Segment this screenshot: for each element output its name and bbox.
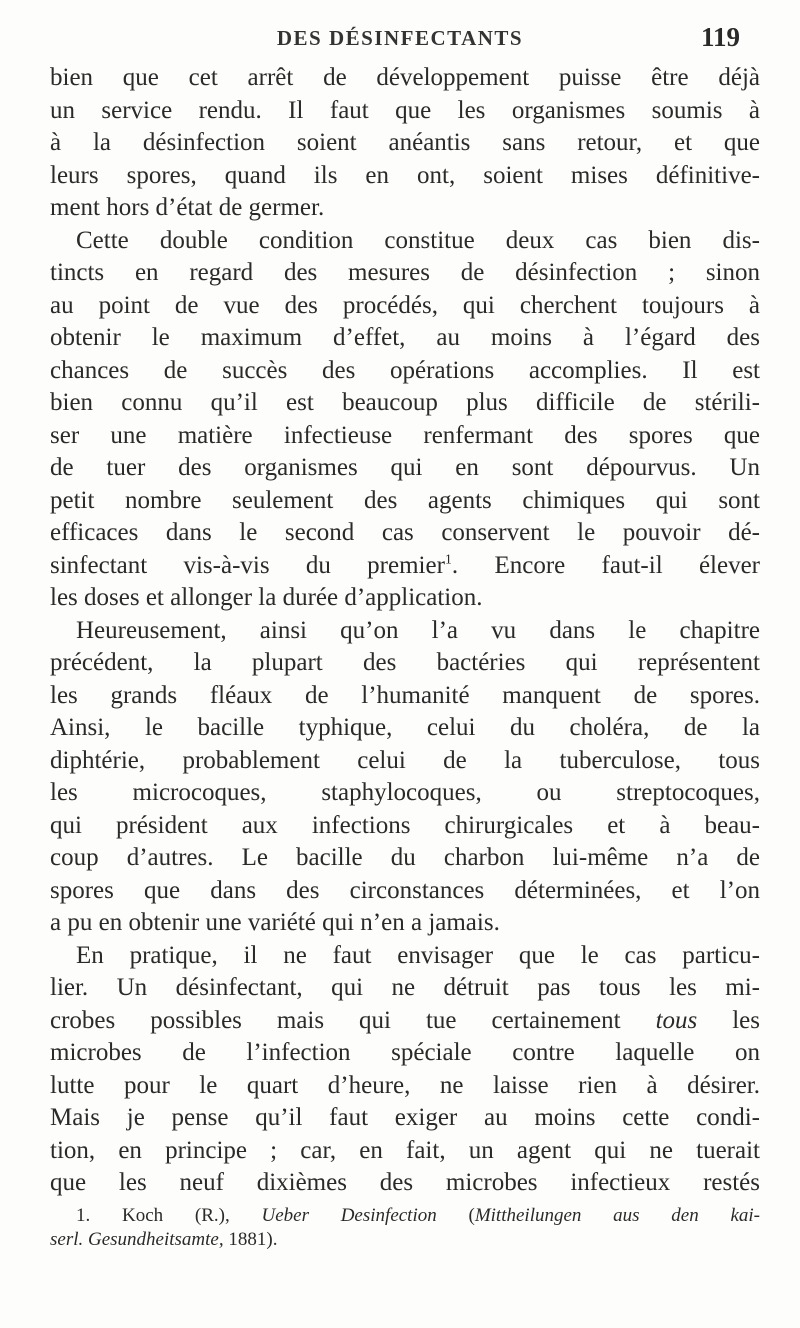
running-title: DES DÉSINFECTANTS xyxy=(276,26,524,50)
text-segment: sinfectant vis-à-vis du premier xyxy=(50,551,445,579)
text-line: diphtérie, probablement celui de la tuberculose, tous xyxy=(50,746,760,774)
text-line: que les neuf dixièmes des microbes infectieux restés xyxy=(50,1169,760,1196)
text-line: ment hors d’état de germer. xyxy=(50,194,325,221)
text-line: Mais je pense qu’il faut exiger au moins cette condi- xyxy=(50,1104,760,1131)
text-segment: . Encore faut-il élever xyxy=(451,551,761,579)
text-line: de tuer des organismes qui en sont dépourvus. Un xyxy=(50,454,760,481)
text-line: spores que dans des circonstances déterminées, et l’on xyxy=(50,876,760,904)
text-line: bien que cet arrêt de développement puisse être déjà xyxy=(50,64,760,91)
footnote xyxy=(50,1204,760,1252)
footnote-title: Ueber Desinfection xyxy=(261,1205,437,1226)
footnote-source: Mittheilungen aus den kai- xyxy=(474,1205,761,1226)
text-line: Heureusement, ainsi qu’on l’a vu dans le chapitre xyxy=(76,616,760,644)
text-line: à la désinfection soient anéantis sans retour, et que xyxy=(50,129,760,156)
text-line: bien connu qu’il est beaucoup plus difficile de stérili- xyxy=(50,389,760,416)
text-line: efficaces dans le second cas conservent le pouvoir dé- xyxy=(50,519,760,546)
body-text xyxy=(50,62,760,1200)
text-line: qui président aux infections chirurgicales et à beau- xyxy=(50,811,760,839)
text-line: ser une matière infectieuse renfermant des spores que xyxy=(50,421,760,449)
footnote-year: 1881). xyxy=(223,1229,278,1250)
footnote-line xyxy=(50,1228,760,1252)
running-header xyxy=(0,12,800,52)
text-line: au point de vue des procédés, qui cherchent toujours à xyxy=(50,291,760,319)
text-line: un service rendu. Il faut que les organismes soumis à xyxy=(50,96,760,124)
text-line: coup d’autres. Le bacille du charbon lui-même n’a de xyxy=(50,844,760,871)
footnote-source-cont: serl. Gesundheitsamte, xyxy=(50,1229,224,1250)
text-line: microbes de l’infection spéciale contre laquelle on xyxy=(50,1039,760,1066)
text-line: lutte pour le quart d’heure, ne laisse rien à désirer. xyxy=(50,1071,760,1099)
text-line: En pratique, il ne faut envisager que le cas particu- xyxy=(76,941,760,969)
text-line: Cette double condition constitue deux cas bien dis- xyxy=(76,226,760,254)
footnote-line xyxy=(50,1204,760,1228)
text-line xyxy=(50,550,760,583)
text-line: a pu en obtenir une variété qui n’en a jamais. xyxy=(50,909,500,936)
text-line: lier. Un désinfectant, qui ne détruit pas tous les mi- xyxy=(50,974,760,1001)
text-line: tion, en principe ; car, en fait, un agent qui ne tuerait xyxy=(50,1136,760,1164)
text-line: obtenir le maximum d’effet, au moins à l’égard des xyxy=(50,324,760,351)
footnote-author: Koch (R.), xyxy=(122,1205,230,1226)
text-line: les microcoques, staphylocoques, ou streptocoques, xyxy=(50,779,760,806)
text-line: Ainsi, le bacille typhique, celui du choléra, de la xyxy=(50,714,760,741)
text-line: leurs spores, quand ils en ont, soient mises définitive- xyxy=(50,161,760,189)
footnote-marker: 1. xyxy=(76,1205,91,1226)
footnote-ref[interactable]: 1 xyxy=(444,552,452,568)
text-line: tincts en regard des mesures de désinfection ; sinon xyxy=(50,259,760,286)
page-number: 119 xyxy=(700,22,740,52)
footnote-paren: ( xyxy=(468,1205,475,1226)
text-line: petit nombre seulement des agents chimiques qui sont xyxy=(50,486,760,514)
text-line: les doses et allonger la durée d’application. xyxy=(50,584,483,611)
text-line: chances de succès des opérations accomplies. Il est xyxy=(50,356,760,384)
text-line: précédent, la plupart des bactéries qui représentent xyxy=(50,649,760,676)
text-segment: crobes possibles mais qui tue certainement xyxy=(50,1006,621,1034)
text-line: les grands fléaux de l’humanité manquent de spores. xyxy=(50,681,760,709)
text-segment: les xyxy=(697,1006,761,1034)
emphasis-text: tous xyxy=(655,1006,698,1034)
text-line xyxy=(50,1005,760,1038)
